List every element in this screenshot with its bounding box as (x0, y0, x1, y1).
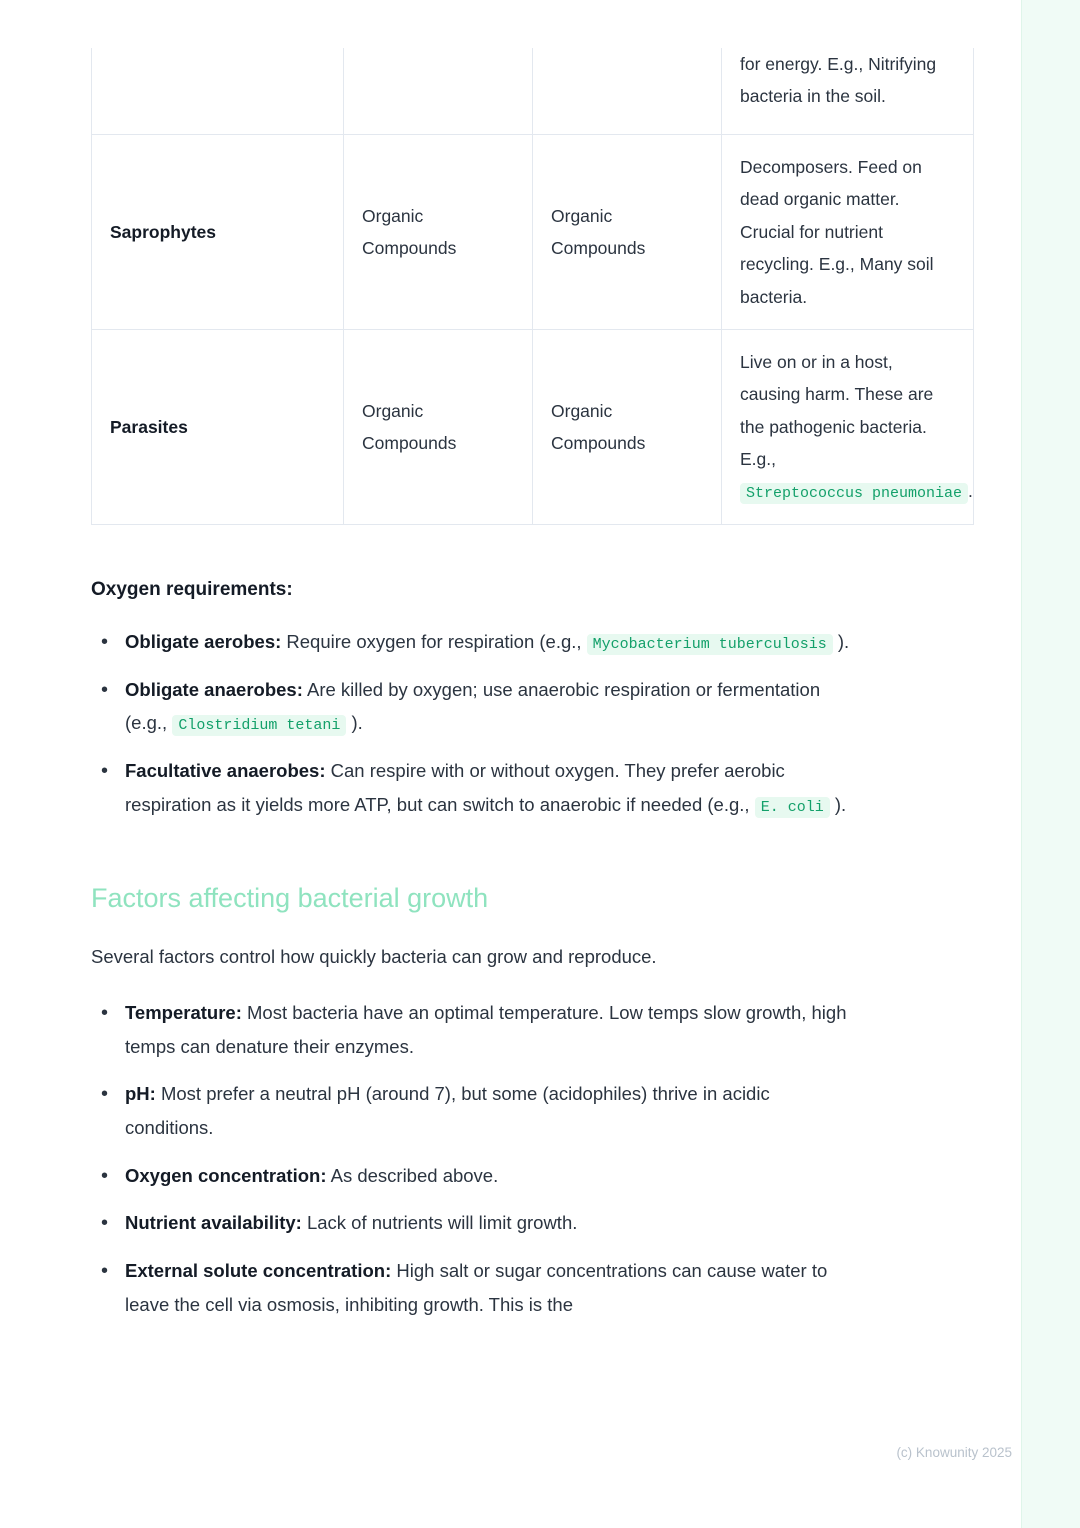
list-item-term: pH: (125, 1083, 156, 1105)
list-item (125, 1077, 851, 1144)
list-item-text: Most bacteria have an optimal temperature. Low temps slow growth, high temps can denature their enzymes. (125, 1002, 847, 1057)
nutrition-modes-table (91, 48, 974, 525)
list-item (125, 754, 851, 821)
list-item-term: Temperature: (125, 1002, 242, 1023)
list-item-text-after: ). (829, 793, 847, 815)
list-item-term: Nutrient availability: (125, 1212, 302, 1234)
table-cell-energy: Organic Compounds (533, 329, 722, 524)
list-item-text: Lack of nutrients will limit growth. (301, 1212, 578, 1234)
list-item-text: High salt or sugar concentrations can cause water to leave the cell via osmosis, inhibiting growth. This is the (125, 1259, 828, 1315)
oxygen-requirements-heading: Oxygen requirements: (91, 579, 293, 601)
table-cell-description: for energy. E.g., Nitrifying bacteria in the soil. (722, 48, 974, 135)
document-content (91, 0, 973, 1335)
factors-list (91, 996, 851, 1321)
table-row (92, 48, 974, 135)
list-item-text-after: ). (832, 631, 850, 653)
list-item-text: Can respire with or without oxygen. They prefer aerobic respiration as it yields more ATP, but can switch to anaerobic if needed (e.g., (125, 760, 785, 815)
list-item-term: Facultative anaerobes: (125, 760, 326, 782)
list-item-term: Obligate aerobes: (125, 631, 282, 653)
list-item (125, 996, 851, 1063)
table-cell-description: Decomposers. Feed on dead organic matter. Crucial for nutrient recycling. E.g., Many soil bacteria. (722, 135, 974, 330)
oxygen-requirements-list (91, 625, 851, 821)
species-code: E. coli (755, 797, 830, 818)
list-item-text: Are killed by oxygen; use anaerobic respiration or fermentation (e.g., (125, 678, 821, 734)
list-item-text-after: ). (346, 712, 363, 734)
list-item (125, 1159, 851, 1193)
list-item (125, 673, 851, 740)
factors-intro-paragraph: Several factors control how quickly bacteria can grow and reproduce. (91, 946, 657, 968)
table-row (92, 329, 974, 524)
list-item-term: Oxygen concentration: (125, 1164, 327, 1186)
table-cell-energy: Organic Compounds (533, 135, 722, 330)
table-cell-name (92, 48, 344, 135)
table-cell-carbon: Organic Compounds (344, 329, 533, 524)
list-item (125, 1206, 851, 1240)
page-edge-strip (1021, 0, 1080, 1528)
list-item-text: Require oxygen for respiration (e.g., (281, 631, 587, 653)
list-item-text: As described above. (326, 1164, 499, 1186)
description-text: Live on or in a host, causing harm. These are the pathogenic bacteria. E.g., (740, 351, 934, 469)
list-item (125, 1254, 851, 1321)
species-code: Streptococcus pneumoniae (740, 483, 968, 504)
table-cell-carbon: Organic Compounds (344, 135, 533, 330)
watermark: (c) Knowunity 2025 (896, 1445, 1012, 1460)
description-text-after: . (968, 481, 973, 502)
table-cell-name: Parasites (92, 329, 344, 524)
list-item-term: Obligate anaerobes: (125, 678, 303, 700)
table-row (92, 135, 974, 330)
table-cell-energy (533, 48, 722, 135)
section-heading-factors: Factors affecting bacterial growth (91, 883, 489, 914)
species-code: Mycobacterium tuberculosis (587, 634, 833, 655)
list-item-term: External solute concentration: (125, 1259, 392, 1281)
list-item (125, 625, 851, 659)
species-code: Clostridium tetani (172, 715, 346, 736)
table-cell-description (722, 329, 974, 524)
table-cell-carbon (344, 48, 533, 135)
list-item-text: Most prefer a neutral pH (around 7), but some (acidophiles) thrive in acidic conditions. (125, 1083, 770, 1138)
table-cell-name: Saprophytes (92, 135, 344, 330)
